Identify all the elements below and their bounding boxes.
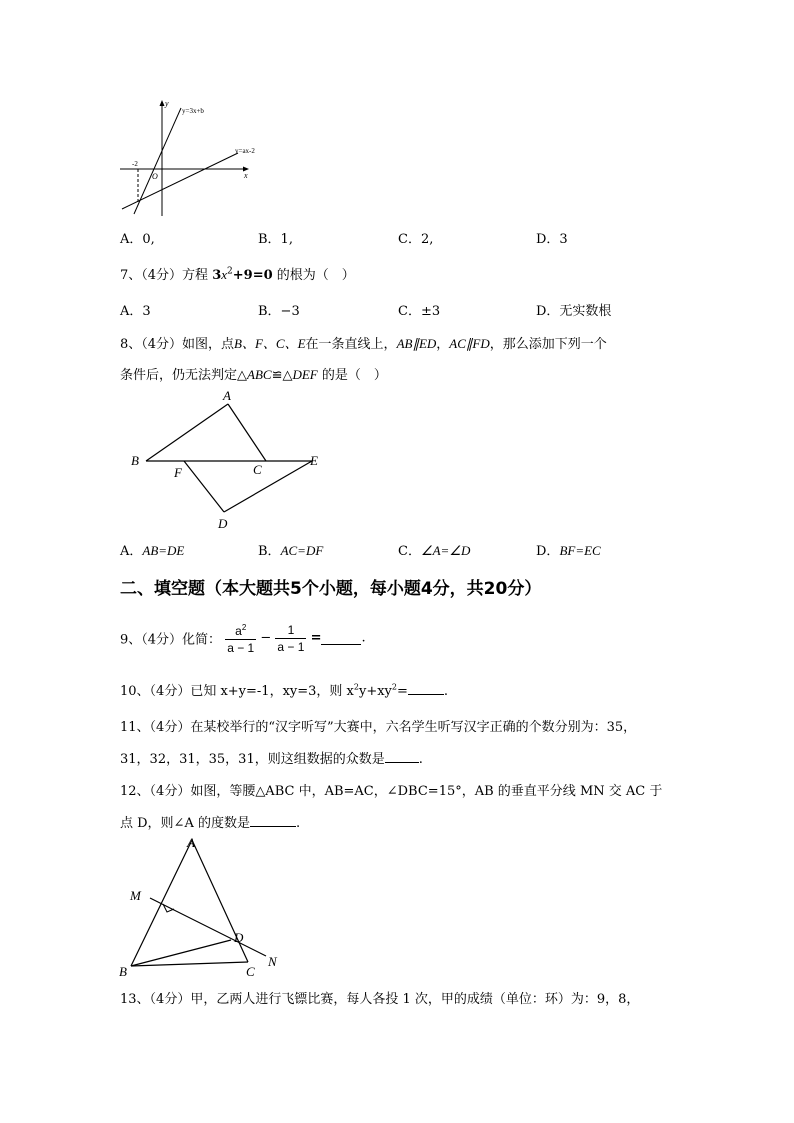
q11-answer-blank: [385, 750, 419, 763]
q10-prefix: 10、（4分）已知 x+y=-1，xy=3，则 x: [120, 684, 354, 699]
q11-line1: 11、（4分）在某校举行的“汉字听写”大赛中，六名学生听写汉字正确的个数分别为：35，: [120, 720, 637, 735]
q11-line2-prefix: 31，32，31，35，31，则这组数据的众数是: [120, 752, 385, 767]
q12-figure: [116, 832, 288, 982]
q12-line1: 12、（4分）如图，等腰△ABC 中，AB=AC，∠DBC=15°，AB 的垂直平分线 MN 交 AC 于: [120, 784, 663, 799]
q9-num1-base: a: [235, 624, 242, 638]
q8-line2-suffix: 的是（ ）: [321, 368, 387, 383]
q10-sup1: 2: [353, 682, 359, 692]
q8-triangle-1: ABC: [247, 367, 272, 382]
segment-DE: [224, 461, 312, 512]
q8-stem-line1: [120, 333, 607, 352]
q7-eq-exp: 2: [227, 266, 233, 277]
q8-parallel-1: AB∥ED: [396, 336, 437, 351]
q8-option-a-text: AB=DE: [142, 543, 185, 558]
q8-option-b-letter: B．: [258, 544, 281, 559]
q8-option-a: [120, 540, 184, 559]
q13-line1: 13、（4分）甲，乙两人进行飞镖比赛，每人各投 1 次，甲的成绩（单位：环）为：9，8，: [120, 992, 640, 1007]
q8-option-b: [258, 540, 323, 559]
q11-line2: [120, 748, 423, 767]
q9-prefix: 9、（4分）化简：: [120, 632, 222, 648]
q10-stem: [120, 680, 448, 699]
point-label-D: D: [234, 930, 244, 945]
point-label-C: C: [253, 462, 262, 477]
q8-line1-prefix: 8、（4分）如图，点: [120, 337, 235, 352]
segment-BD: [131, 940, 231, 966]
q12-answer-blank: [250, 814, 296, 827]
line-y-3x-b: [134, 108, 181, 214]
q9-fraction-1: [225, 620, 256, 656]
q9-end: .: [361, 630, 366, 646]
q12-line2: [120, 812, 300, 831]
q8-parallel-2: AC∥FD: [449, 336, 490, 351]
q8-option-c: [398, 540, 470, 559]
q9-equals: =: [310, 630, 322, 646]
q8-option-b-text: AC=DF: [280, 543, 324, 558]
q8-option-c-text: ∠A=∠D: [420, 543, 471, 558]
q7-eq-rest: +9=0: [232, 268, 273, 283]
q7-stem: [120, 264, 355, 283]
q7-eq-coef: 3: [212, 268, 222, 283]
q8-option-d-letter: D．: [536, 544, 560, 559]
line2-label: y=ax-2: [235, 147, 255, 155]
point-label-E: E: [310, 453, 318, 468]
q9-num1-exp: 2: [241, 623, 247, 632]
q8-comma: ，: [436, 337, 450, 352]
y-axis-label: y: [165, 99, 169, 108]
q10-eq: =: [396, 684, 408, 699]
q9-frac1-den: a − 1: [227, 641, 255, 655]
tick-label-neg2: -2: [132, 160, 138, 168]
q8-line2-prefix: 条件后，仍无法判定△: [120, 368, 247, 383]
q8-line1-mid: 在一条直线上，: [305, 337, 397, 352]
q8-figure: [126, 386, 336, 534]
point-label-C: C: [246, 964, 255, 979]
q8-triangle-2: DEF: [292, 367, 318, 382]
point-label-B: B: [131, 453, 139, 468]
q8-points: B、F、C、E: [234, 336, 306, 351]
q7-option-d: D．无实数根: [536, 304, 612, 319]
point-label-A: A: [223, 388, 231, 403]
q7-eq-var: x: [221, 267, 228, 282]
q10-sup2: 2: [391, 682, 397, 692]
point-label-B: B: [119, 964, 127, 979]
q8-stem-line2: [120, 364, 387, 383]
line1-label: y=3x+b: [182, 107, 204, 115]
line-MN: [150, 898, 266, 956]
q6-graph: [118, 96, 263, 220]
section-heading: 二、填空题（本大题共5个小题，每小题4分，共20分）: [120, 579, 542, 599]
q10-answer-blank: [408, 682, 444, 695]
q8-line1-suffix: ，那么添加下列一个: [489, 337, 607, 352]
q8-congruent: ≌△: [271, 368, 293, 383]
q8-option-a-letter: A．: [120, 544, 143, 559]
q6-option-c: C．2,: [398, 232, 434, 247]
point-label-F: F: [174, 465, 182, 480]
q9-stem: [120, 620, 366, 656]
q9-frac2-num: 1: [275, 622, 306, 639]
q7-suffix: 的根为（ ）: [276, 268, 355, 283]
q9-frac1-num: [225, 620, 256, 640]
q10-end: .: [443, 684, 449, 699]
q6-option-d: D．3: [536, 232, 568, 247]
point-label-N: N: [268, 954, 277, 969]
q8-option-c-letter: C．: [398, 544, 421, 559]
q6-option-b: B．1,: [258, 232, 293, 247]
q9-answer-blank: [321, 632, 361, 645]
q6-option-a: A．0,: [120, 232, 155, 247]
segment-BC: [131, 962, 248, 966]
segment-BA: [146, 404, 228, 461]
q7-prefix: 7、（4分）方程: [120, 268, 209, 283]
q11-end: .: [418, 752, 423, 767]
q9-minus: −: [260, 630, 272, 646]
q12-end: .: [295, 816, 301, 831]
y-axis-arrow-icon: [160, 100, 165, 106]
point-label-A: A: [187, 835, 195, 850]
q9-fraction-2: [275, 622, 306, 655]
q8-option-d-text: BF=EC: [559, 543, 601, 558]
q12-line2-prefix: 点 D，则∠A 的度数是: [120, 816, 250, 831]
q7-option-c: C．±3: [398, 304, 441, 319]
q10-mid: y+xy: [358, 684, 392, 699]
point-label-D: D: [218, 516, 228, 531]
origin-label: O: [152, 172, 158, 181]
segment-AC: [228, 404, 266, 461]
q9-frac2-den: a − 1: [277, 639, 305, 654]
segment-FD: [184, 461, 224, 512]
point-label-M: M: [130, 888, 141, 903]
q7-option-a: A．3: [120, 304, 151, 319]
line-y-ax-2: [122, 153, 238, 209]
q7-option-b: B．−3: [258, 304, 300, 319]
q8-option-d: [536, 540, 601, 559]
segment-AB: [131, 840, 192, 966]
x-axis-label: x: [244, 171, 248, 180]
